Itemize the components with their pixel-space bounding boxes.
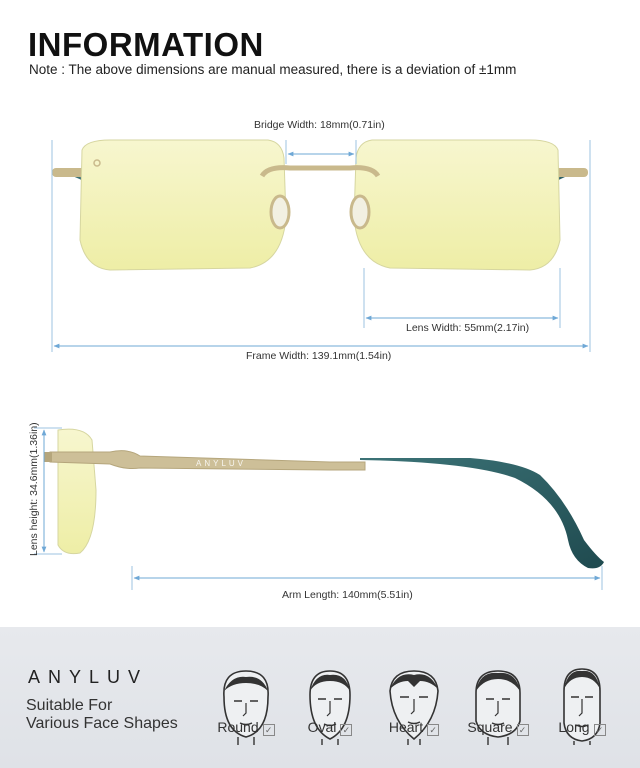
check-icon: ✓ xyxy=(263,724,275,736)
side-lens xyxy=(58,429,96,554)
front-view xyxy=(52,140,588,270)
left-lens xyxy=(80,140,286,270)
heart-face-icon xyxy=(378,647,450,767)
side-view xyxy=(44,429,604,568)
bridge-width-label: Bridge Width: 18mm(0.71in) xyxy=(254,119,385,131)
temple-brand-text: ANYLUV xyxy=(196,459,247,468)
check-icon: ✓ xyxy=(517,724,529,736)
check-icon: ✓ xyxy=(594,724,606,736)
left-nose-pad xyxy=(271,196,289,228)
tagline-line-1: Suitable For xyxy=(26,697,113,714)
frame-width-label: Frame Width: 139.1mm(1.54in) xyxy=(246,350,392,362)
check-icon: ✓ xyxy=(340,724,352,736)
brand-logo: ANYLUV xyxy=(28,667,149,687)
long-face-label: Long ✓ xyxy=(537,719,627,735)
check-icon: ✓ xyxy=(427,724,439,736)
long-face-icon xyxy=(546,647,618,767)
round-face-label: Round ✓ xyxy=(201,719,291,735)
arm-length-label: Arm Length: 140mm(5.51in) xyxy=(282,589,413,601)
right-nose-pad xyxy=(351,196,369,228)
right-lens xyxy=(354,140,560,270)
lens-height-label: Lens height: 34.6mm(1.36in) xyxy=(28,422,40,556)
oval-face-label: Oval ✓ xyxy=(285,719,375,735)
tagline-line-2: Various Face Shapes xyxy=(26,715,178,732)
face-shape-banner xyxy=(0,627,640,768)
square-face-icon xyxy=(462,647,534,767)
heart-face-label: Heart ✓ xyxy=(369,719,459,735)
lens-width-label: Lens Width: 55mm(2.17in) xyxy=(406,322,530,334)
oval-face-icon xyxy=(294,647,366,767)
measurement-note: Note : The above dimensions are manual measured, there is a deviation of ±1mm xyxy=(29,62,517,77)
side-temple-tip xyxy=(360,458,604,568)
page-title: INFORMATION xyxy=(28,26,264,63)
round-face-icon xyxy=(210,647,282,767)
square-face-label: Square ✓ xyxy=(453,719,543,735)
